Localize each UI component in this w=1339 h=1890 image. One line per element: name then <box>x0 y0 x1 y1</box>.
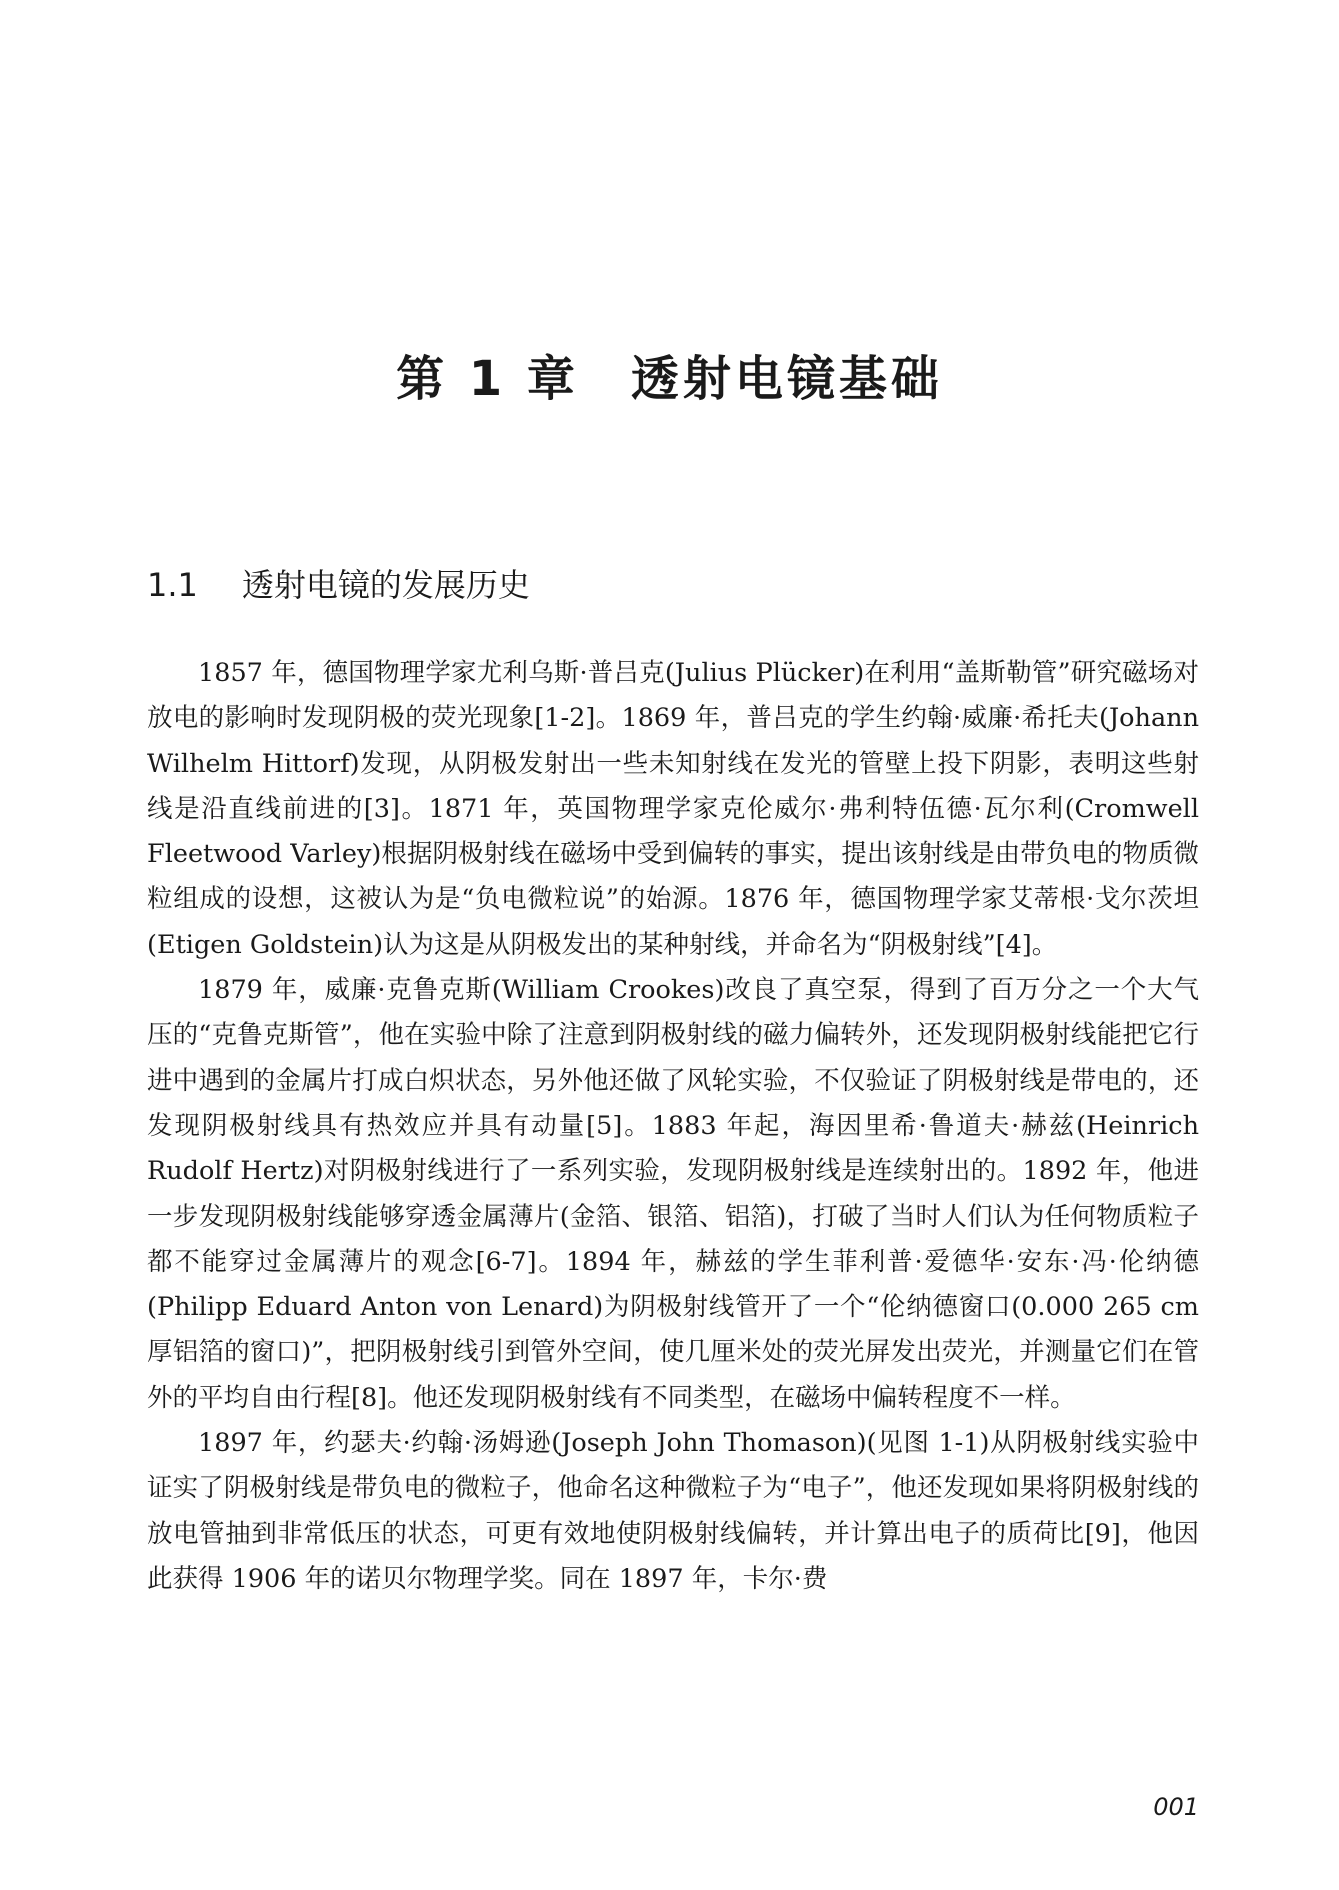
section-heading <box>147 560 530 606</box>
paragraph-2: 1879 年，威廉·克鲁克斯(William Crookes)改良了真空泵，得到了百万分之一个大气压的“克鲁克斯管”，他在实验中除了注意到阴极射线的磁力偏转外，还发现阴极射线能把它行进中遇到的金属片打成白炽状态，另外他还做了风轮实验，不仅验证了阴极射线是带电的，还发现阴极射线具有热效应并具有动量[5]。1883 年起，海因里希·鲁道夫·赫兹(Heinrich Rudolf Hertz)对阴极射线进行了一系列实验，发现阴极射线是连续射出的。1892 年，他进一步发现阴极射线能够穿透金属薄片(金箔、银箔、铝箔)，打破了当时人们认为任何物质粒子都不能穿过金属薄片的观念[6-7]。1894 年，赫兹的学生菲利普·爱德华·安东·冯·伦纳德(Philipp Eduard Anton von Lenard)为阴极射线管开了一个“伦纳德窗口(0.000 265 cm 厚铝箔的窗口)”，把阴极射线引到管外空间，使几厘米处的荧光屏发出荧光，并测量它们在管外的平均自由行程[8]。他还发现阴极射线有不同类型，在磁场中偏转程度不一样。 <box>147 975 1199 1413</box>
paragraph-3: 1897 年，约瑟夫·约翰·汤姆逊(Joseph John Thomason)(见图 1-1)从阴极射线实验中证实了阴极射线是带负电的微粒子，他命名这种微粒子为“电子”，他还发现如果将阴极射线的放电管抽到非常低压的状态，可更有效地使阴极射线偏转，并计算出电子的质荷比[9]，他因此获得 1906 年的诺贝尔物理学奖。同在 1897 年，卡尔·费 <box>147 1428 1199 1594</box>
section-title-text: 透射电镜的发展历史 <box>241 566 530 604</box>
chapter-title-text: 透射电镜基础 <box>630 351 943 407</box>
page-number: 001 <box>1153 1793 1199 1821</box>
chapter-number-label: 第 1 章 <box>396 351 579 407</box>
chapter-title <box>0 340 1339 409</box>
paragraph-1: 1857 年，德国物理学家尤利乌斯·普吕克(Julius Plücker)在利用“盖斯勒管”研究磁场对放电的影响时发现阴极的荧光现象[1-2]。1869 年，普吕克的学生约翰·威廉·希托夫(Johann Wilhelm Hittorf)发现，从阴极发射出一些未知射线在发光的管壁上投下阴影，表明这些射线是沿直线前进的[3]。1871 年，英国物理学家克伦威尔·弗利特伍德·瓦尔利(Cromwell Fleetwood Varley)根据阴极射线在磁场中受到偏转的事实，提出该射线是由带负电的物质微粒组成的设想，这被认为是“负电微粒说”的始源。1876 年，德国物理学家艾蒂根·戈尔茨坦(Etigen Goldstein)认为这是从阴极发出的某种射线，并命名为“阴极射线”[4]。 <box>147 658 1199 960</box>
body-text <box>147 651 1199 1602</box>
section-number: 1.1 <box>147 566 198 604</box>
